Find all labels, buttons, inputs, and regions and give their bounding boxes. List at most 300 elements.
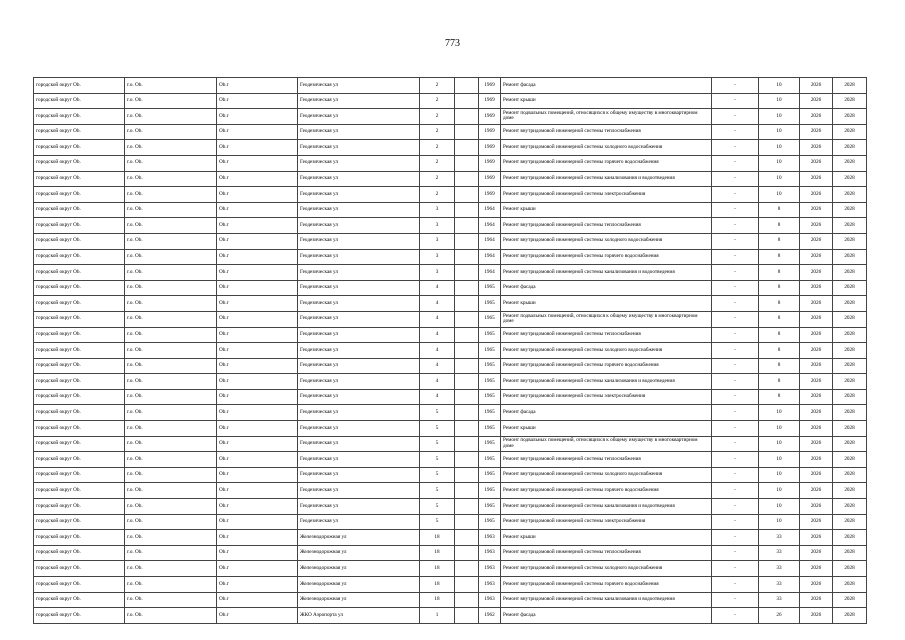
- table-row: [34, 265, 867, 281]
- cell-street: Геодезическая ул: [298, 296, 420, 312]
- cell-municipality-short: г.о. Ob.: [125, 327, 217, 343]
- cell-end-year: 2028: [833, 109, 867, 125]
- cell-house-number: 5: [420, 421, 455, 437]
- cell-term: 10: [759, 483, 800, 499]
- cell-house-number: 3: [420, 218, 455, 234]
- cell-build-year: 1964: [479, 233, 501, 249]
- table-row: [34, 233, 867, 249]
- cell-work-type: Ремонт фасада: [501, 78, 712, 94]
- cell-house-letter: [455, 202, 479, 218]
- cell-house-letter: [455, 140, 479, 156]
- cell-end-year: 2028: [833, 483, 867, 499]
- cell-work-type: Ремонт внутридомовой инженерной системы теплоснабжения: [501, 545, 712, 561]
- cell-dash: -: [712, 296, 759, 312]
- cell-term: 8: [759, 311, 800, 327]
- cell-municipality-short: г.о. Ob.: [125, 545, 217, 561]
- cell-term: 10: [759, 109, 800, 125]
- cell-municipality-short: г.о. Ob.: [125, 389, 217, 405]
- table-row: [34, 155, 867, 171]
- cell-house-number: 5: [420, 452, 455, 468]
- page-number: 773: [445, 38, 460, 49]
- table-row: [34, 311, 867, 327]
- cell-term: 10: [759, 452, 800, 468]
- cell-municipality: городской округ Ob.: [34, 499, 125, 515]
- cell-street: Геодезическая ул: [298, 93, 420, 109]
- cell-work-type: Ремонт внутридомовой инженерной системы канализования и водоотведения: [501, 171, 712, 187]
- cell-term: 33: [759, 577, 800, 593]
- table-row: [34, 374, 867, 390]
- cell-start-year: 2026: [800, 436, 833, 452]
- cell-end-year: 2028: [833, 592, 867, 608]
- cell-term: 33: [759, 561, 800, 577]
- cell-end-year: 2028: [833, 327, 867, 343]
- cell-term: 8: [759, 202, 800, 218]
- cell-street: ЖКО Аэропорта ул: [298, 608, 420, 624]
- cell-house-letter: [455, 405, 479, 421]
- cell-municipality: городской округ Ob.: [34, 608, 125, 624]
- cell-house-number: 5: [420, 436, 455, 452]
- cell-locality: Ob.г: [217, 389, 298, 405]
- cell-municipality: городской округ Ob.: [34, 265, 125, 281]
- cell-locality: Ob.г: [217, 374, 298, 390]
- cell-dash: -: [712, 405, 759, 421]
- cell-municipality-short: г.о. Ob.: [125, 421, 217, 437]
- cell-work-type: Ремонт крыши: [501, 202, 712, 218]
- cell-house-number: 18: [420, 545, 455, 561]
- cell-house-number: 4: [420, 327, 455, 343]
- cell-end-year: 2028: [833, 561, 867, 577]
- cell-start-year: 2026: [800, 233, 833, 249]
- cell-dash: -: [712, 155, 759, 171]
- cell-end-year: 2028: [833, 514, 867, 530]
- cell-work-type: Ремонт фасада: [501, 405, 712, 421]
- cell-municipality-short: г.о. Ob.: [125, 155, 217, 171]
- table-row: [34, 577, 867, 593]
- cell-house-letter: [455, 343, 479, 359]
- table-row: [34, 608, 867, 624]
- cell-municipality: городской округ Ob.: [34, 93, 125, 109]
- cell-locality: Ob.г: [217, 358, 298, 374]
- cell-dash: -: [712, 421, 759, 437]
- cell-street: Геодезическая ул: [298, 233, 420, 249]
- cell-house-number: 2: [420, 124, 455, 140]
- cell-dash: -: [712, 577, 759, 593]
- cell-locality: Ob.г: [217, 311, 298, 327]
- cell-end-year: 2028: [833, 389, 867, 405]
- cell-work-type: Ремонт крыши: [501, 93, 712, 109]
- table-row: [34, 358, 867, 374]
- table-row: [34, 343, 867, 359]
- cell-term: 10: [759, 155, 800, 171]
- table-row: [34, 171, 867, 187]
- cell-house-letter: [455, 545, 479, 561]
- cell-municipality: городской округ Ob.: [34, 187, 125, 203]
- cell-municipality-short: г.о. Ob.: [125, 249, 217, 265]
- cell-work-type: Ремонт внутридомовой инженерной системы электроснабжения: [501, 187, 712, 203]
- cell-municipality: городской округ Ob.: [34, 389, 125, 405]
- cell-end-year: 2028: [833, 202, 867, 218]
- cell-work-type: Ремонт внутридомовой инженерной системы холодного водоснабжения: [501, 140, 712, 156]
- cell-house-number: 2: [420, 140, 455, 156]
- table-row: [34, 514, 867, 530]
- cell-street: Геодезическая ул: [298, 421, 420, 437]
- cell-dash: -: [712, 343, 759, 359]
- cell-municipality-short: г.о. Ob.: [125, 187, 217, 203]
- cell-locality: Ob.г: [217, 343, 298, 359]
- cell-house-letter: [455, 78, 479, 94]
- cell-house-letter: [455, 311, 479, 327]
- cell-dash: -: [712, 78, 759, 94]
- cell-municipality-short: г.о. Ob.: [125, 358, 217, 374]
- cell-street: Геодезическая ул: [298, 218, 420, 234]
- cell-work-type: Ремонт внутридомовой инженерной системы теплоснабжения: [501, 452, 712, 468]
- cell-work-type: Ремонт внутридомовой инженерной системы холодного водоснабжения: [501, 343, 712, 359]
- cell-house-number: 5: [420, 499, 455, 515]
- cell-street: Железнодорожная ул: [298, 545, 420, 561]
- cell-dash: -: [712, 358, 759, 374]
- cell-municipality-short: г.о. Ob.: [125, 140, 217, 156]
- cell-locality: Ob.г: [217, 249, 298, 265]
- cell-term: 33: [759, 530, 800, 546]
- cell-municipality-short: г.о. Ob.: [125, 577, 217, 593]
- cell-start-year: 2026: [800, 514, 833, 530]
- cell-locality: Ob.г: [217, 421, 298, 437]
- cell-end-year: 2028: [833, 218, 867, 234]
- cell-build-year: 1965: [479, 343, 501, 359]
- cell-house-number: 3: [420, 249, 455, 265]
- cell-end-year: 2028: [833, 155, 867, 171]
- table-row: [34, 280, 867, 296]
- cell-house-letter: [455, 327, 479, 343]
- cell-municipality-short: г.о. Ob.: [125, 296, 217, 312]
- cell-start-year: 2026: [800, 155, 833, 171]
- cell-work-type: Ремонт внутридомовой инженерной системы холодного водоснабжения: [501, 561, 712, 577]
- cell-house-letter: [455, 467, 479, 483]
- cell-house-number: 5: [420, 405, 455, 421]
- cell-municipality-short: г.о. Ob.: [125, 171, 217, 187]
- cell-work-type: Ремонт внутридомовой инженерной системы горячего водоснабжения: [501, 358, 712, 374]
- cell-start-year: 2026: [800, 343, 833, 359]
- cell-work-type: Ремонт внутридомовой инженерной системы канализования и водоотведения: [501, 374, 712, 390]
- cell-dash: -: [712, 218, 759, 234]
- cell-build-year: 1965: [479, 389, 501, 405]
- cell-end-year: 2028: [833, 311, 867, 327]
- cell-locality: Ob.г: [217, 78, 298, 94]
- cell-municipality: городской округ Ob.: [34, 452, 125, 468]
- cell-locality: Ob.г: [217, 155, 298, 171]
- cell-start-year: 2026: [800, 405, 833, 421]
- cell-house-letter: [455, 124, 479, 140]
- cell-municipality-short: г.о. Ob.: [125, 452, 217, 468]
- cell-dash: -: [712, 327, 759, 343]
- table-row: [34, 561, 867, 577]
- cell-work-type: Ремонт внутридомовой инженерной системы горячего водоснабжения: [501, 249, 712, 265]
- cell-house-number: 5: [420, 467, 455, 483]
- cell-municipality: городской округ Ob.: [34, 483, 125, 499]
- cell-locality: Ob.г: [217, 233, 298, 249]
- cell-build-year: 1969: [479, 140, 501, 156]
- cell-term: 8: [759, 265, 800, 281]
- table-row: [34, 467, 867, 483]
- cell-locality: Ob.г: [217, 499, 298, 515]
- cell-municipality: городской округ Ob.: [34, 140, 125, 156]
- cell-start-year: 2026: [800, 389, 833, 405]
- table-row: [34, 187, 867, 203]
- cell-dash: -: [712, 389, 759, 405]
- cell-municipality-short: г.о. Ob.: [125, 405, 217, 421]
- cell-municipality: городской округ Ob.: [34, 530, 125, 546]
- cell-start-year: 2026: [800, 140, 833, 156]
- cell-work-type: Ремонт фасада: [501, 608, 712, 624]
- cell-house-letter: [455, 218, 479, 234]
- cell-start-year: 2026: [800, 109, 833, 125]
- cell-term: 10: [759, 187, 800, 203]
- cell-dash: -: [712, 592, 759, 608]
- cell-house-letter: [455, 389, 479, 405]
- cell-start-year: 2026: [800, 608, 833, 624]
- cell-municipality: городской округ Ob.: [34, 343, 125, 359]
- cell-house-number: 2: [420, 109, 455, 125]
- cell-municipality: городской округ Ob.: [34, 467, 125, 483]
- cell-locality: Ob.г: [217, 202, 298, 218]
- cell-start-year: 2026: [800, 483, 833, 499]
- cell-house-number: 3: [420, 233, 455, 249]
- cell-term: 8: [759, 296, 800, 312]
- cell-municipality-short: г.о. Ob.: [125, 233, 217, 249]
- cell-start-year: 2026: [800, 499, 833, 515]
- cell-term: 33: [759, 545, 800, 561]
- table-row: [34, 436, 867, 452]
- cell-dash: -: [712, 109, 759, 125]
- table-row: [34, 109, 867, 125]
- cell-municipality: городской округ Ob.: [34, 249, 125, 265]
- cell-start-year: 2026: [800, 249, 833, 265]
- cell-work-type: Ремонт внутридомовой инженерной системы канализования и водоотведения: [501, 499, 712, 515]
- cell-start-year: 2026: [800, 78, 833, 94]
- cell-municipality: городской округ Ob.: [34, 155, 125, 171]
- cell-house-number: 5: [420, 483, 455, 499]
- cell-street: Геодезическая ул: [298, 499, 420, 515]
- cell-start-year: 2026: [800, 577, 833, 593]
- cell-start-year: 2026: [800, 280, 833, 296]
- cell-locality: Ob.г: [217, 93, 298, 109]
- cell-house-letter: [455, 93, 479, 109]
- cell-house-number: 2: [420, 187, 455, 203]
- cell-build-year: 1969: [479, 124, 501, 140]
- cell-house-letter: [455, 265, 479, 281]
- cell-start-year: 2026: [800, 124, 833, 140]
- cell-end-year: 2028: [833, 467, 867, 483]
- cell-end-year: 2028: [833, 405, 867, 421]
- cell-work-type: Ремонт внутридомовой инженерной системы канализования и водоотведения: [501, 592, 712, 608]
- cell-work-type: Ремонт внутридомовой инженерной системы горячего водоснабжения: [501, 155, 712, 171]
- cell-house-letter: [455, 171, 479, 187]
- cell-term: 8: [759, 389, 800, 405]
- table-row: [34, 389, 867, 405]
- cell-municipality: городской округ Ob.: [34, 436, 125, 452]
- cell-end-year: 2028: [833, 171, 867, 187]
- cell-house-letter: [455, 483, 479, 499]
- cell-build-year: 1965: [479, 374, 501, 390]
- cell-work-type: Ремонт внутридомовой инженерной системы горячего водоснабжения: [501, 483, 712, 499]
- cell-municipality-short: г.о. Ob.: [125, 343, 217, 359]
- cell-end-year: 2028: [833, 78, 867, 94]
- cell-street: Геодезическая ул: [298, 78, 420, 94]
- cell-municipality-short: г.о. Ob.: [125, 109, 217, 125]
- cell-build-year: 1965: [479, 405, 501, 421]
- cell-build-year: 1965: [479, 280, 501, 296]
- cell-house-letter: [455, 187, 479, 203]
- cell-street: Геодезическая ул: [298, 436, 420, 452]
- cell-end-year: 2028: [833, 452, 867, 468]
- cell-build-year: 1969: [479, 109, 501, 125]
- cell-start-year: 2026: [800, 358, 833, 374]
- cell-term: 10: [759, 421, 800, 437]
- cell-build-year: 1965: [479, 436, 501, 452]
- cell-house-letter: [455, 109, 479, 125]
- cell-house-number: 4: [420, 296, 455, 312]
- cell-work-type: Ремонт внутридомовой инженерной системы холодного водоснабжения: [501, 467, 712, 483]
- cell-municipality-short: г.о. Ob.: [125, 514, 217, 530]
- cell-locality: Ob.г: [217, 530, 298, 546]
- cell-work-type: Ремонт крыши: [501, 421, 712, 437]
- cell-end-year: 2028: [833, 249, 867, 265]
- cell-house-number: 3: [420, 202, 455, 218]
- cell-term: 8: [759, 343, 800, 359]
- cell-locality: Ob.г: [217, 514, 298, 530]
- cell-dash: -: [712, 436, 759, 452]
- cell-build-year: 1964: [479, 265, 501, 281]
- cell-street: Геодезическая ул: [298, 109, 420, 125]
- cell-locality: Ob.г: [217, 483, 298, 499]
- cell-start-year: 2026: [800, 311, 833, 327]
- cell-work-type: Ремонт крыши: [501, 530, 712, 546]
- cell-locality: Ob.г: [217, 608, 298, 624]
- cell-municipality: городской округ Ob.: [34, 171, 125, 187]
- cell-municipality: городской округ Ob.: [34, 577, 125, 593]
- cell-work-type: Ремонт подвальных помещений, относящихся к общему имуществу в многоквартирном доме: [501, 311, 712, 327]
- cell-build-year: 1965: [479, 421, 501, 437]
- table-row: [34, 483, 867, 499]
- cell-house-number: 2: [420, 78, 455, 94]
- cell-term: 8: [759, 374, 800, 390]
- cell-end-year: 2028: [833, 187, 867, 203]
- cell-build-year: 1965: [479, 311, 501, 327]
- cell-term: 10: [759, 514, 800, 530]
- cell-house-number: 18: [420, 561, 455, 577]
- cell-street: Геодезическая ул: [298, 155, 420, 171]
- cell-dash: -: [712, 608, 759, 624]
- cell-work-type: Ремонт внутридомовой инженерной системы электроснабжения: [501, 514, 712, 530]
- cell-dash: -: [712, 311, 759, 327]
- cell-build-year: 1964: [479, 202, 501, 218]
- cell-term: 8: [759, 218, 800, 234]
- cell-term: 10: [759, 467, 800, 483]
- cell-municipality-short: г.о. Ob.: [125, 592, 217, 608]
- cell-street: Геодезическая ул: [298, 467, 420, 483]
- cell-locality: Ob.г: [217, 592, 298, 608]
- cell-start-year: 2026: [800, 265, 833, 281]
- cell-house-number: 4: [420, 280, 455, 296]
- cell-term: 33: [759, 592, 800, 608]
- table-row: [34, 140, 867, 156]
- cell-municipality-short: г.о. Ob.: [125, 467, 217, 483]
- cell-municipality: городской округ Ob.: [34, 202, 125, 218]
- cell-build-year: 1969: [479, 78, 501, 94]
- cell-end-year: 2028: [833, 436, 867, 452]
- cell-street: Геодезическая ул: [298, 514, 420, 530]
- cell-dash: -: [712, 265, 759, 281]
- cell-municipality-short: г.о. Ob.: [125, 608, 217, 624]
- cell-build-year: 1965: [479, 452, 501, 468]
- cell-municipality-short: г.о. Ob.: [125, 124, 217, 140]
- cell-municipality: городской округ Ob.: [34, 327, 125, 343]
- cell-start-year: 2026: [800, 202, 833, 218]
- cell-locality: Ob.г: [217, 218, 298, 234]
- cell-build-year: 1969: [479, 171, 501, 187]
- cell-dash: -: [712, 499, 759, 515]
- cell-dash: -: [712, 140, 759, 156]
- cell-house-number: 18: [420, 592, 455, 608]
- cell-start-year: 2026: [800, 452, 833, 468]
- cell-locality: Ob.г: [217, 187, 298, 203]
- cell-start-year: 2026: [800, 374, 833, 390]
- cell-street: Геодезическая ул: [298, 249, 420, 265]
- cell-house-letter: [455, 592, 479, 608]
- cell-municipality-short: г.о. Ob.: [125, 311, 217, 327]
- table-row: [34, 202, 867, 218]
- cell-street: Геодезическая ул: [298, 327, 420, 343]
- cell-street: Железнодорожная ул: [298, 530, 420, 546]
- cell-house-letter: [455, 249, 479, 265]
- cell-municipality-short: г.о. Ob.: [125, 374, 217, 390]
- cell-house-letter: [455, 358, 479, 374]
- cell-locality: Ob.г: [217, 327, 298, 343]
- cell-dash: -: [712, 483, 759, 499]
- table-row: [34, 452, 867, 468]
- cell-dash: -: [712, 280, 759, 296]
- cell-locality: Ob.г: [217, 577, 298, 593]
- cell-street: Геодезическая ул: [298, 311, 420, 327]
- cell-start-year: 2026: [800, 93, 833, 109]
- cell-end-year: 2028: [833, 577, 867, 593]
- cell-municipality-short: г.о. Ob.: [125, 483, 217, 499]
- cell-municipality-short: г.о. Ob.: [125, 561, 217, 577]
- cell-build-year: 1965: [479, 499, 501, 515]
- cell-municipality-short: г.о. Ob.: [125, 499, 217, 515]
- cell-house-number: 18: [420, 577, 455, 593]
- cell-build-year: 1963: [479, 561, 501, 577]
- cell-work-type: Ремонт внутридомовой инженерной системы холодного водоснабжения: [501, 233, 712, 249]
- cell-build-year: 1962: [479, 608, 501, 624]
- cell-end-year: 2028: [833, 296, 867, 312]
- table-row: [34, 218, 867, 234]
- cell-street: Геодезическая ул: [298, 187, 420, 203]
- cell-work-type: Ремонт внутридомовой инженерной системы теплоснабжения: [501, 327, 712, 343]
- cell-start-year: 2026: [800, 592, 833, 608]
- cell-municipality: городской округ Ob.: [34, 233, 125, 249]
- table-row: [34, 296, 867, 312]
- cell-dash: -: [712, 124, 759, 140]
- cell-municipality: городской округ Ob.: [34, 561, 125, 577]
- cell-locality: Ob.г: [217, 296, 298, 312]
- cell-build-year: 1963: [479, 592, 501, 608]
- cell-term: 10: [759, 405, 800, 421]
- cell-start-year: 2026: [800, 327, 833, 343]
- cell-end-year: 2028: [833, 93, 867, 109]
- cell-street: Геодезическая ул: [298, 483, 420, 499]
- cell-build-year: 1965: [479, 296, 501, 312]
